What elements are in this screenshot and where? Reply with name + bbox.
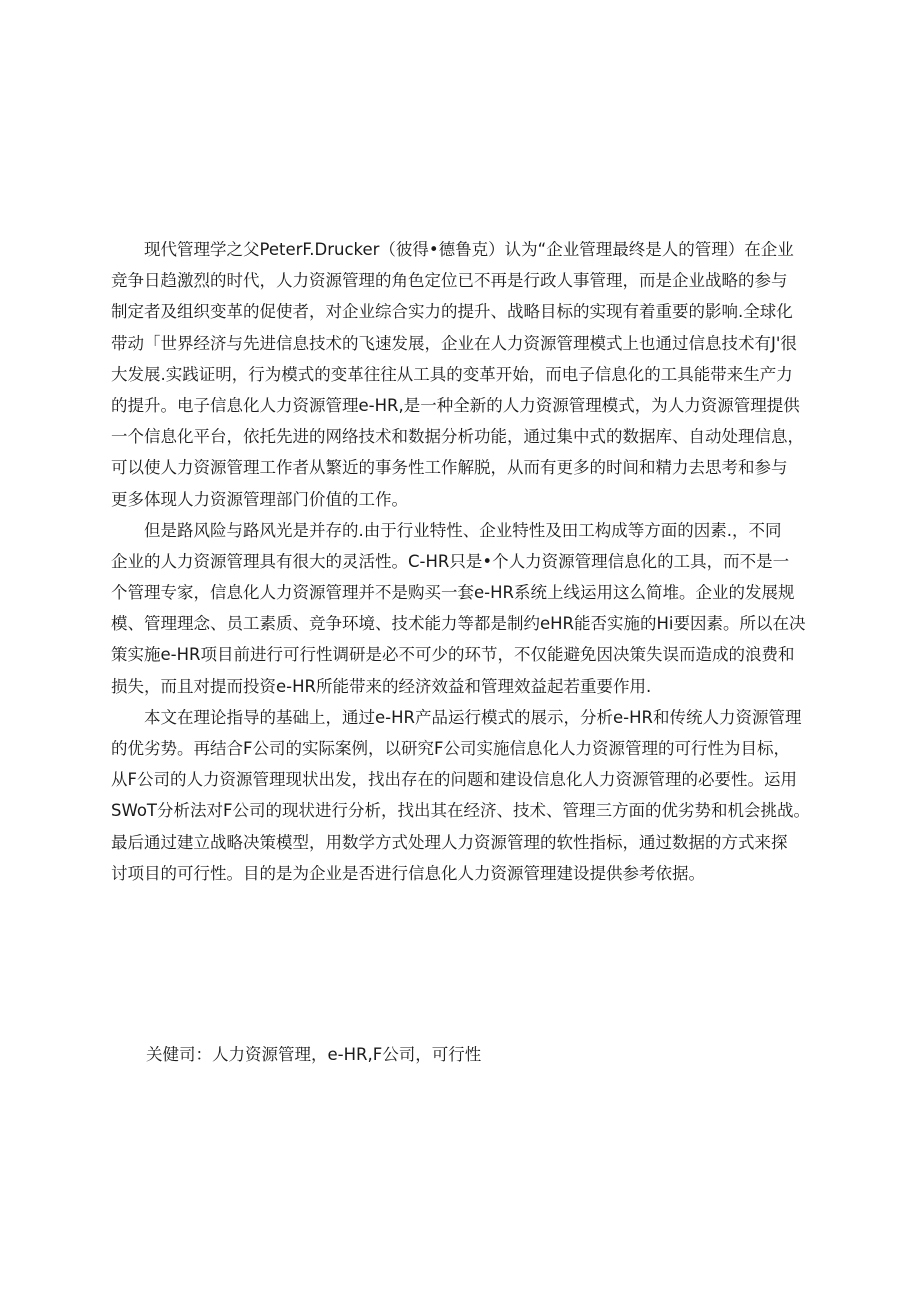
text-line: 竞争日趋激烈的时代，人力资源管理的角色定位已不再是行政人事管理，而是企业战略的参与 [111,271,788,291]
abstract-body [111,234,811,889]
text-line: 制定者及组织变革的促使者，对企业综合实力的提升、战略目标的实现有着重要的影响.全球化 [111,302,793,322]
text-line: 企业的人力资源管理具有很大的灵活性。C-HR只是•个人力资源管理信息化的工具，而不是一 [111,551,790,571]
text-line: 个管理专家，信息化人力资源管理并不是购买一套e-HR系统上线运用这么简堆。企业的发展规 [111,583,795,603]
text-line: 但是路风险与路风光是并存的.由于行业特性、企业特性及田工构成等方面的因素.，不同 [111,520,782,540]
abstract-paragraph-3 [111,702,811,889]
text-line: 一个信息化平台，依托先进的网络技术和数据分析功能，通过集中式的数据库、自动处理信息， [111,427,804,447]
text-line: 的优劣势。再结合F公司的实际案例，以研究F公司实施信息化人力资源管理的可行性为目标， [111,739,790,758]
text-line: 最后通过建立战略决策模型，用数学方式处理人力资源管理的软性指标，通过数据的方式来探 [111,832,788,852]
abstract-paragraph-2 [111,515,811,702]
text-line: 模、管理理念、员工素质、竞争环境、技术能力等都是制约eHR能否实施的Hi要因素。所以在决 [111,614,806,634]
text-line: 的提升。电子信息化人力资源管理e-HR,是一种全新的人力资源管理模式，为人力资源管理提供 [111,395,800,415]
text-line: 讨项目的可行性。目的是为企业是否进行信息化人力资源管理建设提供参考依据。 [111,863,705,883]
text-line: 大发展.实践证明，行为模式的变革往往从工具的变革开始，而电子信息化的工具能带来生产力 [111,364,793,384]
text-line: 更多体现人力资源管理部门价值的工作。 [111,489,408,509]
text-line: SWoT分析法对F公司的现状进行分析，找出其在经济、技术、管理三方面的优劣势和机会挑战。 [111,801,810,821]
text-line: 从F公司的人力资源管理现状出发，找出存在的问题和建设信息化人力资源管理的必要性。运用 [111,770,797,790]
text-line: 损失，而且对提而投资e-HR所能带来的经济效益和管理效益起若重要作用. [111,676,652,696]
text-line: 带动「世界经济与先进信息技术的飞速发展，企业在人力资源管理模式上也通过信息技术有J'很 [111,333,797,353]
abstract-paragraph-1 [111,234,811,515]
text-line: 可以使人力资源管理工作者从繁近的事务性工作解脱，从而有更多的时间和精力去思考和参与 [111,458,788,478]
text-line: 策实施e-HR项目前进行可行性调研是必不可少的环节，不仅能避免因决策失误而造成的浪费和 [111,645,795,665]
text-line: 本文在理论指导的基础上，通过e-HR产品运行模式的展示，分析e-HR和传统人力资源管理 [111,707,802,727]
keywords-line: 关健司：人力资源管理，e-HR,F公司，可行性 [146,1045,482,1064]
text-line: 现代管理学之父PeterF.Drucker（彼得•德鲁克）认为“企业管理最终是人的管理）在企业 [111,240,794,259]
